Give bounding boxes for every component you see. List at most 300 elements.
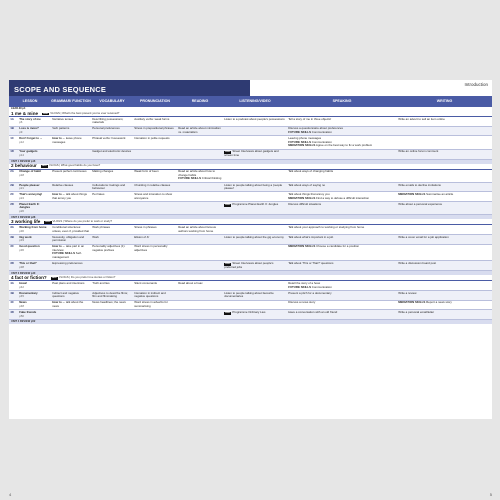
lesson-row xyxy=(9,127,492,137)
cell-line: Leaving phone messages xyxy=(288,136,322,141)
cell-line: Personal preferences xyxy=(92,126,120,131)
vocabulary-cell xyxy=(91,183,133,192)
speaking-cell xyxy=(287,150,397,159)
cell-line: Listen to people talking about favourite documentaries xyxy=(224,290,274,299)
unit-vlog xyxy=(44,220,112,224)
reading-cell xyxy=(177,117,223,126)
unit-review: UNIT 3 REVIEW p40 xyxy=(9,271,492,275)
cell-line: Listen to people talking about the gig economy xyxy=(224,234,284,239)
lesson-code: 3C xyxy=(10,244,14,249)
unit-vlog xyxy=(41,164,100,168)
lesson-page: p26 xyxy=(19,208,25,213)
cell-line: BBC Street Interviews about people's preferred jobs xyxy=(224,261,274,269)
writing-cell xyxy=(397,245,492,261)
vocabulary-cell xyxy=(91,245,133,261)
lesson-code: 1A xyxy=(10,117,14,121)
pronunciation-cell xyxy=(133,192,177,201)
pronunciation-cell xyxy=(133,183,177,192)
vlog-text: VLOGS | Where do you prefer to work or study? xyxy=(52,218,113,223)
writing-cell xyxy=(397,310,492,319)
cell-line: Truth and lies xyxy=(92,281,110,286)
writing-cell xyxy=(397,291,492,300)
listening-cell xyxy=(223,136,287,148)
lesson-title xyxy=(18,127,51,136)
lesson-name: Loss is more? xyxy=(19,126,39,131)
vocabulary-cell xyxy=(91,192,133,201)
vocabulary-cell xyxy=(91,261,133,270)
column-header xyxy=(9,96,492,107)
lesson-page: p12 xyxy=(19,139,25,144)
lesson-row xyxy=(9,225,492,235)
cell-line: Weak form of been xyxy=(134,169,159,174)
pronunciation-cell xyxy=(133,281,177,290)
speaking-cell xyxy=(287,225,397,234)
lesson-page: p30 xyxy=(19,228,25,233)
lesson-title xyxy=(18,310,51,319)
cell-line: Discuss difficult situations xyxy=(288,202,322,206)
lesson-row xyxy=(9,291,492,301)
pronunciation-cell xyxy=(133,245,177,261)
vlog-text: VLOGS | What good habits do you have? xyxy=(48,163,101,168)
listening-cell xyxy=(223,192,287,201)
lesson-row xyxy=(9,261,492,271)
lesson-row xyxy=(9,192,492,202)
speaking-cell xyxy=(287,127,397,136)
unit-title: 2 behaviour xyxy=(11,163,37,169)
speaking-cell xyxy=(287,245,397,261)
lesson-row xyxy=(9,202,492,215)
cell-line: BBC Programme Planet Earth II: Jungles xyxy=(225,202,279,206)
unit-title: 3 working life xyxy=(11,218,41,224)
listening-cell xyxy=(223,183,287,192)
grammar-cell xyxy=(51,136,91,148)
cell-line: FUTURE SKILLS Self-management xyxy=(52,251,82,259)
cell-line: Expressing preferences xyxy=(52,261,83,266)
lesson-row xyxy=(9,117,492,127)
listening-cell xyxy=(223,170,287,182)
cell-line: How to ... leave phone messages xyxy=(52,136,82,144)
lead-in: LEAD-IN p4 xyxy=(11,107,26,111)
pronunciation-cell xyxy=(133,225,177,234)
speaking-cell xyxy=(287,261,397,270)
vocabulary-cell xyxy=(91,235,133,244)
grammar-cell xyxy=(51,245,91,261)
grammar-cell xyxy=(51,225,91,234)
lesson-title xyxy=(18,192,51,201)
cell-line: Talk about 'This or That?' questions xyxy=(288,261,334,266)
cell-line: FUTURE SKILLS Communication xyxy=(288,139,332,144)
cell-line: Present perfect continuous xyxy=(52,169,87,174)
grammar-cell xyxy=(51,301,91,310)
grammar-cell xyxy=(51,183,91,192)
speaking-cell xyxy=(287,202,397,214)
pronunciation-cell xyxy=(133,261,177,270)
col-writing: WRITING xyxy=(436,98,453,103)
listening-cell xyxy=(223,127,287,136)
cell-line: Word stress in personality adjectives xyxy=(134,244,168,252)
col-lesson: LESSON xyxy=(22,98,38,103)
cell-line: Work phrases xyxy=(92,225,110,230)
cell-line: News headlines; the news xyxy=(92,300,126,305)
grammar-cell xyxy=(51,127,91,136)
cell-line: Read an article about minimalism vs. materialism xyxy=(178,126,221,134)
lesson-row xyxy=(9,245,492,262)
bbc-logo: BBC xyxy=(225,150,231,154)
speaking-cell xyxy=(287,170,397,182)
cell-line: Elision of /t/ xyxy=(134,234,150,239)
listening-cell xyxy=(223,301,287,310)
cell-line: Conditional structures: unless, even if, provided that xyxy=(52,225,89,233)
cell-line: Making changes xyxy=(92,169,114,174)
cell-line: Present a pitch for a documentary xyxy=(288,290,332,295)
col-vocabulary: VOCABULARY xyxy=(99,98,125,103)
skill-label: MEDIATION SKILLS xyxy=(398,192,426,197)
reading-cell xyxy=(177,291,223,300)
lesson-code: 2B xyxy=(10,182,14,187)
grammar-cell xyxy=(51,202,91,214)
writing-cell xyxy=(397,170,492,182)
cell-line: Talk about things that annoy you xyxy=(288,192,330,197)
cell-line: Auxiliary verbs: weak forms xyxy=(134,117,170,121)
listening-cell xyxy=(223,235,287,244)
cell-line: Talk about ways of changing habits xyxy=(288,169,334,174)
cell-line: Read an article about famous authors working from home xyxy=(178,225,216,233)
lesson-row xyxy=(9,150,492,160)
lesson-page: p33 xyxy=(19,238,25,243)
cell-line: MEDIATION SKILLS Find a way to defuse a difficult interaction xyxy=(288,195,370,200)
cell-line: MEDIATION SKILLS Agree on the best way to fix a work problem xyxy=(288,143,373,148)
cell-line: Adjectives to describe films; film and filmmaking xyxy=(92,290,128,299)
scope-table xyxy=(9,107,492,411)
pronunciation-cell xyxy=(133,291,177,300)
cell-line: Chunking in relative clauses xyxy=(134,182,171,187)
bbc-logo: BBC xyxy=(225,262,231,266)
reading-cell xyxy=(177,310,223,319)
listening-cell xyxy=(223,281,287,290)
lesson-name: The story of me xyxy=(19,117,41,121)
speaking-cell xyxy=(287,136,397,148)
pronunciation-cell xyxy=(133,202,177,214)
skill-label: MEDIATION SKILLS xyxy=(288,195,316,200)
writing-cell xyxy=(397,202,492,214)
col-speaking: SPEAKING xyxy=(332,98,352,103)
reading-cell xyxy=(177,235,223,244)
writing-cell xyxy=(397,192,492,201)
cell-line: Phrasal verbs: housework xyxy=(92,136,126,141)
cell-line: Read about a hoax xyxy=(178,281,203,286)
cell-line: FUTURE SKILLS Critical thinking xyxy=(178,176,222,181)
cell-line: Listen to a podcast about people's possessions xyxy=(224,117,285,121)
pronunciation-cell xyxy=(133,136,177,148)
reading-cell xyxy=(177,281,223,290)
lesson-name: Documentary xyxy=(19,290,38,295)
lesson-title xyxy=(18,261,51,270)
speaking-cell xyxy=(287,192,397,201)
page-number-left: 4 xyxy=(9,492,12,497)
skill-label: FUTURE SKILLS xyxy=(288,284,311,289)
cell-line: Discuss a questionnaire about preferences xyxy=(288,126,343,131)
writing-cell xyxy=(397,261,492,270)
cell-line: Write a review xyxy=(398,290,417,295)
scope-page xyxy=(9,80,492,497)
speaking-cell xyxy=(287,310,397,319)
cell-line: Stress in prepositional phrases xyxy=(134,126,174,131)
speaking-cell xyxy=(287,291,397,300)
grammar-cell xyxy=(51,281,91,290)
col-grammar: GRAMMAR/ FUNCTION xyxy=(51,98,91,103)
lesson-title xyxy=(18,150,51,159)
writing-cell xyxy=(397,301,492,310)
lesson-row xyxy=(9,301,492,311)
cell-line: Pet hates xyxy=(92,192,105,197)
skill-label: FUTURE SKILLS xyxy=(288,139,311,144)
cell-line: Listen to people talking about being a 'people pleaser' xyxy=(224,182,283,191)
lesson-code: 4B xyxy=(10,290,14,295)
reading-cell xyxy=(177,301,223,310)
lesson-row xyxy=(9,170,492,183)
skill-label: How to ... xyxy=(52,192,66,197)
lesson-page: p50 xyxy=(19,313,25,318)
pronunciation-cell xyxy=(133,117,177,126)
lesson-code: 4C xyxy=(10,300,14,305)
speaking-cell xyxy=(287,281,397,290)
cell-line: BBC Programme Ordinary Lies xyxy=(225,310,266,315)
cell-line: How to ... talk about the news xyxy=(52,300,84,308)
lesson-page: p38 xyxy=(19,264,25,269)
col-listening: LISTENING/VIDEO xyxy=(239,98,271,103)
cell-line: FUTURE SKILLS Communication xyxy=(288,284,332,289)
cell-line: Retell the story of a hoax xyxy=(288,281,321,286)
speaking-cell xyxy=(287,235,397,244)
lesson-title xyxy=(18,301,51,310)
reading-cell xyxy=(177,225,223,234)
lesson-page: p42 xyxy=(19,284,25,289)
pronunciation-cell xyxy=(133,310,177,319)
cell-line: Discuss a news story xyxy=(288,300,316,305)
lesson-page: p48 xyxy=(19,303,25,308)
lesson-name: People pleaser xyxy=(19,182,40,187)
skill-label: How to ... xyxy=(52,244,66,249)
reading-cell xyxy=(177,202,223,214)
bbc-logo: BBC xyxy=(225,311,231,315)
pronunciation-cell xyxy=(133,235,177,244)
lesson-name: Hoax! xyxy=(19,281,28,286)
unit-title: 4 fact or fiction? xyxy=(11,275,47,281)
cell-line: MEDIATION SKILLS Choose a candidate for a position xyxy=(288,244,360,249)
reading-cell xyxy=(177,150,223,159)
cell-line: Write about a personal experience xyxy=(398,202,443,206)
cell-line: Have a conversation with an old friend xyxy=(288,310,338,315)
unit-vlog xyxy=(51,276,116,280)
lesson-page: p6 xyxy=(19,120,23,125)
lesson-code: 3D xyxy=(10,261,14,266)
page-number-right: 5 xyxy=(489,492,492,497)
vocabulary-cell xyxy=(91,170,133,182)
col-pronunciation: PRONUNCIATION xyxy=(139,98,171,103)
cell-line: Gadget and electronic devices xyxy=(92,149,132,154)
lesson-page: p9 xyxy=(19,129,23,134)
reading-cell xyxy=(177,183,223,192)
bbc-logo: BBC xyxy=(225,202,231,206)
cell-line: BBC Street Interviews about gadgets and screen time xyxy=(224,149,279,158)
lesson-row xyxy=(9,136,492,149)
lesson-page: p24 xyxy=(19,195,25,200)
bbc-logo: BBC xyxy=(45,219,51,223)
skill-label: MEDIATION SKILLS xyxy=(288,244,316,249)
grammar-cell xyxy=(51,261,91,270)
vocabulary-cell xyxy=(91,310,133,319)
lesson-name: Your gadgets xyxy=(19,149,38,154)
lesson-title xyxy=(18,202,51,214)
lesson-title xyxy=(18,235,51,244)
reading-cell xyxy=(177,192,223,201)
cell-line: Narrative tenses xyxy=(52,117,74,121)
section-label: Introduction xyxy=(464,82,488,87)
lesson-code: 3B xyxy=(10,234,14,239)
grammar-cell xyxy=(51,235,91,244)
pronunciation-cell xyxy=(133,150,177,159)
cell-line: Word stress in adverbs for summarising xyxy=(134,300,168,308)
lesson-title xyxy=(18,183,51,192)
reading-cell xyxy=(177,170,223,182)
grammar-cell xyxy=(51,310,91,319)
unit-title: 1 me & mine xyxy=(11,110,39,116)
cell-line: Write an online forum comment xyxy=(398,149,439,154)
lesson-page: p45 xyxy=(19,294,25,299)
writing-cell xyxy=(397,225,492,234)
cell-line: Write an advert to sell an item online xyxy=(398,117,445,121)
page-title: SCOPE AND SEQUENCE xyxy=(9,80,250,96)
cell-line: Indirect and negative questions xyxy=(52,290,80,299)
pronunciation-cell xyxy=(133,170,177,182)
vocabulary-cell xyxy=(91,136,133,148)
cell-line: Verb patterns xyxy=(52,126,70,131)
vlog-text: VLOGS | Do you prefer true stories or fiction? xyxy=(58,274,116,279)
skill-label: MEDIATION SKILLS xyxy=(398,300,426,305)
lesson-name: Change of habit xyxy=(19,169,42,174)
cell-line: Intonation in indirect and negative questions xyxy=(134,290,166,299)
cell-line: Stress and intonation to show annoyance xyxy=(134,192,173,200)
reading-cell xyxy=(177,136,223,148)
skill-label: FUTURE SKILLS xyxy=(288,129,311,134)
listening-cell xyxy=(223,225,287,234)
writing-cell xyxy=(397,183,492,192)
cell-line: MEDIATION SKILLS Summarise an article xyxy=(398,192,454,197)
vocabulary-cell xyxy=(91,301,133,310)
vlog-text: VLOGS | What's the best present you've ever received? xyxy=(50,110,120,115)
lesson-title xyxy=(18,136,51,148)
grammar-cell xyxy=(51,170,91,182)
lesson-name: Planet Earth II: Jungles xyxy=(19,202,40,210)
lesson-code: 2D xyxy=(10,202,14,206)
vocabulary-cell xyxy=(91,202,133,214)
lesson-name: Gig work xyxy=(19,234,32,239)
cell-line: Necessity, obligation and permission xyxy=(52,234,85,243)
cell-line: Past plans and intentions xyxy=(52,281,85,286)
lesson-page: p21 xyxy=(19,186,25,191)
cell-line: Intonation in polite requests xyxy=(134,136,170,141)
cell-line: Silent consonants xyxy=(134,281,158,286)
lesson-title xyxy=(18,225,51,234)
grammar-cell xyxy=(51,291,91,300)
lesson-code: 1C xyxy=(10,136,14,141)
lesson-page: p18 xyxy=(19,172,25,177)
bbc-logo: BBC xyxy=(51,275,57,279)
lesson-title xyxy=(18,291,51,300)
skill-label: How to ... xyxy=(52,300,66,305)
writing-cell xyxy=(397,127,492,136)
listening-cell xyxy=(223,261,287,270)
lesson-code: 2A xyxy=(10,169,14,174)
lesson-code: 4A xyxy=(10,281,14,286)
cell-line: Stress in phrases xyxy=(134,225,157,230)
cell-line: Tell a story of me in three objects! xyxy=(288,117,332,121)
skill-label: MEDIATION SKILLS xyxy=(288,143,316,148)
listening-cell xyxy=(223,291,287,300)
grammar-cell xyxy=(51,192,91,201)
lesson-title xyxy=(18,117,51,126)
lesson-code: 2C xyxy=(10,192,14,197)
skill-label: FUTURE SKILLS xyxy=(52,251,75,256)
vocabulary-cell xyxy=(91,117,133,126)
reading-cell xyxy=(177,261,223,270)
cell-line: Talk about your approach to working or studying from home xyxy=(288,225,365,230)
vocabulary-cell xyxy=(91,281,133,290)
cell-line: Describing possessions; materials xyxy=(92,117,124,125)
lesson-title xyxy=(18,245,51,261)
skill-label: How to ... xyxy=(52,136,66,141)
cell-line: Personality adjectives (1): negative prefixes xyxy=(92,244,126,252)
writing-cell xyxy=(397,136,492,148)
writing-cell xyxy=(397,150,492,159)
skill-label: FUTURE SKILLS xyxy=(178,176,201,181)
lesson-name: Fake friends xyxy=(19,310,37,315)
unit-review: UNIT 4 REVIEW p52 xyxy=(9,320,492,324)
writing-cell xyxy=(397,281,492,290)
lesson-name: Don't forget to ... xyxy=(19,136,43,141)
bbc-logo: BBC xyxy=(41,164,47,168)
grammar-cell xyxy=(51,117,91,126)
col-reading: READING xyxy=(191,98,209,103)
lesson-row xyxy=(9,235,492,245)
bbc-logo: BBC xyxy=(43,111,49,115)
cell-line: Write a cover email for a job application xyxy=(398,234,449,239)
speaking-cell xyxy=(287,117,397,126)
lesson-page: p36 xyxy=(19,247,25,252)
speaking-cell xyxy=(287,183,397,192)
lesson-code: 1B xyxy=(10,126,14,131)
writing-cell xyxy=(397,117,492,126)
lesson-name: This or that? xyxy=(19,261,37,266)
writing-cell xyxy=(397,235,492,244)
cell-line: Work xyxy=(92,234,99,239)
reading-cell xyxy=(177,245,223,261)
listening-cell xyxy=(223,245,287,261)
vocabulary-cell xyxy=(91,225,133,234)
vocabulary-cell xyxy=(91,150,133,159)
listening-cell xyxy=(223,150,287,159)
vocabulary-cell xyxy=(91,127,133,136)
unit-review: UNIT 2 REVIEW p28 xyxy=(9,215,492,219)
grammar-cell xyxy=(51,150,91,159)
pronunciation-cell xyxy=(133,127,177,136)
unit-vlog xyxy=(42,112,119,116)
lesson-title xyxy=(18,170,51,182)
cell-line: Read an article about how to change habits xyxy=(178,169,215,177)
lesson-code: 4D xyxy=(10,310,14,315)
cell-line: Talk about ways of saying no xyxy=(288,182,326,187)
cell-line: How to ... take part in an interview xyxy=(52,244,85,252)
